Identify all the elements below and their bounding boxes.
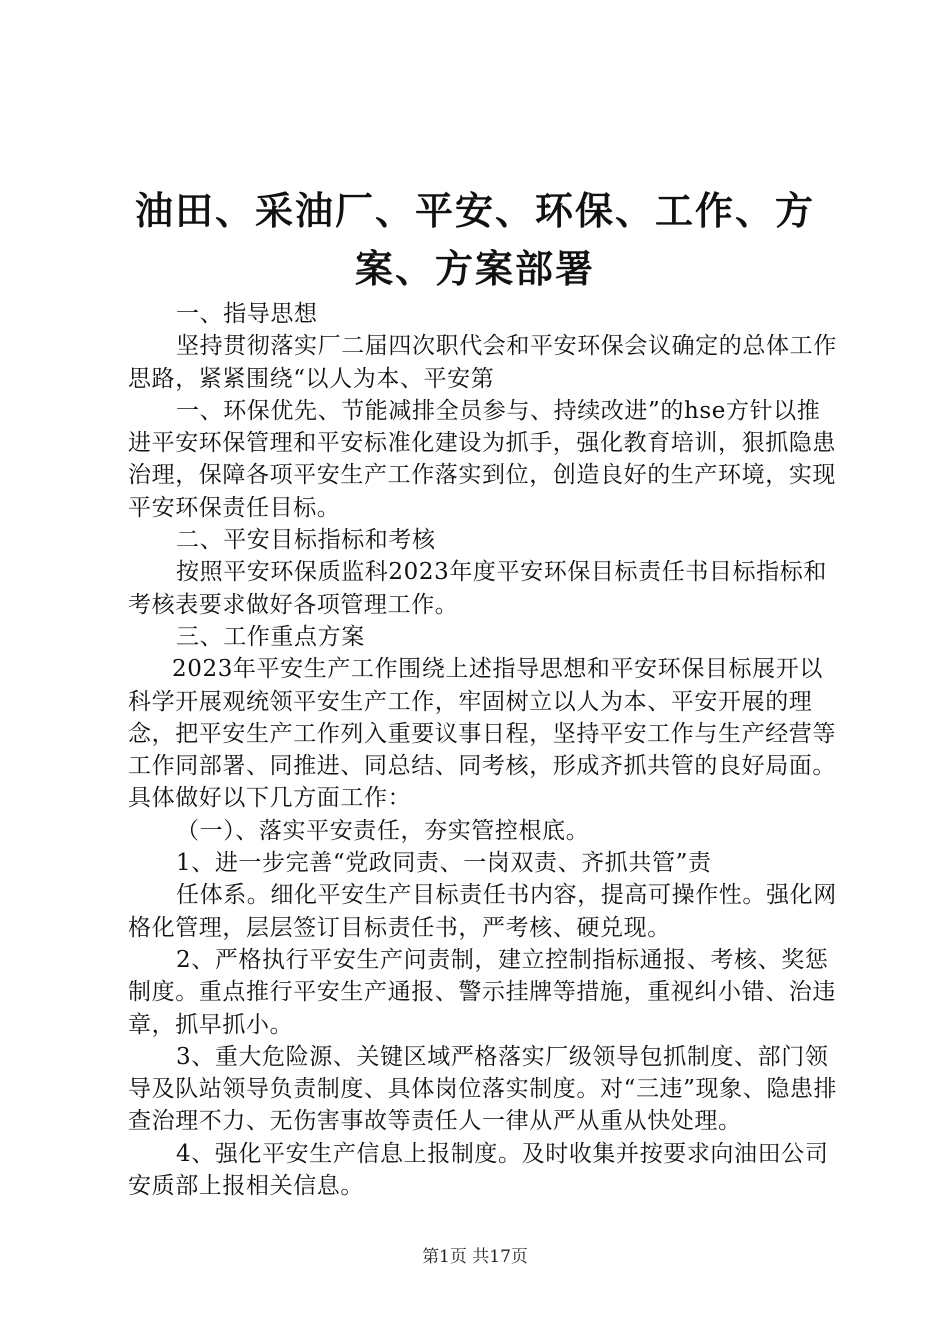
list-item: 2、严格执行平安生产问责制，建立控制指标通报、考核、奖惩制度。重点推行平安生产通报、警示挂牌等措施，重视纠小错、治违章，抓早抓小。	[128, 946, 836, 1038]
paragraph: 按照平安环保质监科2023年度平安环保目标责任书目标指标和考核表要求做好各项管理工作。	[128, 559, 827, 618]
subsection-heading: （一）、落实平安责任，夯实管控根底。	[176, 817, 590, 844]
list-item: 3、重大危险源、关键区域严格落实厂级领导包抓制度、部门领导及队站领导负责制度、具体岗位落实制度。对“三违”现象、隐患排查治理不力、无伤害事故等责任人一律从严从重从快处理。	[128, 1043, 838, 1135]
paragraph: 2023年平安生产工作围绕上述指导思想和平安环保目标展开以科学开展观统领平安生产工作，牢固树立以人为本、平安开展的理念，把平安生产工作列入重要议事日程，坚持平安工作与生产经营等工作同部署、同推进、同总结、同考核，形成齐抓共管的良好局面。具体做好以下几方面工作：	[128, 656, 836, 812]
document-title: 油田、采油厂、平安、环保、工作、方案、方案部署	[134, 188, 815, 291]
paragraph: 坚持贯彻落实厂二届四次职代会和平安环保会议确定的总体工作思路，紧紧围绕“以人为本、平安第	[128, 333, 837, 392]
section-heading: 一、指导思想	[176, 301, 318, 327]
document-body	[128, 298, 840, 1202]
list-item: 4、强化平安生产信息上报制度。及时收集并按要求向油田公司安质部上报相关信息。	[128, 1140, 829, 1200]
paragraph: 一、环保优先、节能减排全员参与、持续改进”的hse方针以推进平安环保管理和平安标准化建设为抓手，强化教育培训，狠抓隐患治理，保障各项平安生产工作落实到位，创造良好的生产环境，实现平安环保责任目标。	[128, 397, 836, 521]
section-heading: 三、工作重点方案	[176, 623, 365, 650]
list-item: 1、进一步完善“党政同责、一岗双责、齐抓共管”责	[176, 850, 712, 877]
page-number-footer: 第1页 共17页	[422, 1247, 528, 1267]
paragraph: 任体系。细化平安生产目标责任书内容，提高可操作性。强化网格化管理，层层签订目标责任书，严考核、硬兑现。	[128, 882, 837, 941]
section-heading: 二、平安目标指标和考核	[176, 527, 436, 554]
